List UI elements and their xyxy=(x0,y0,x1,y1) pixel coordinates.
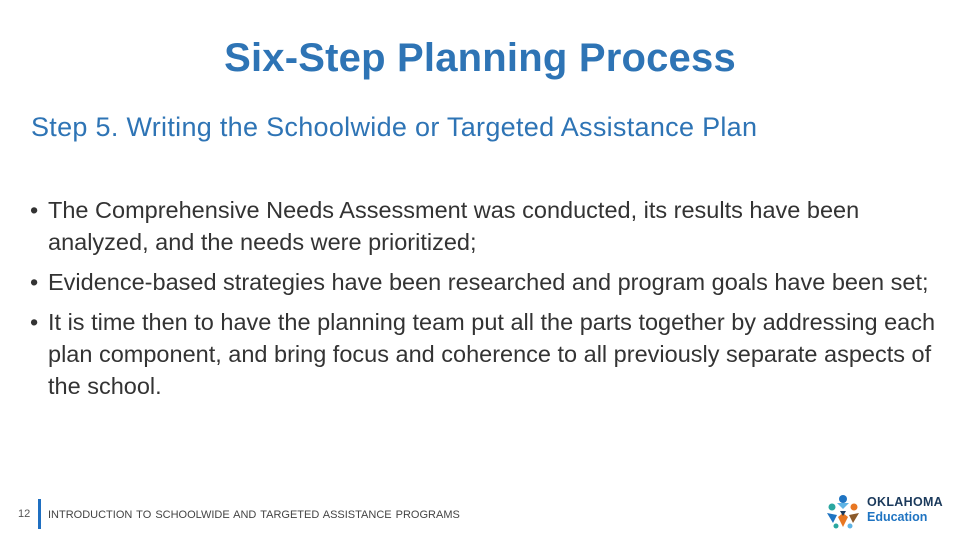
bullet-marker: • xyxy=(30,269,39,295)
bullet-marker: • xyxy=(30,309,39,335)
bullet-item xyxy=(30,194,940,258)
bullet-item xyxy=(30,306,940,402)
bullet-text: Evidence-based strategies have been researched and program goals have been set; xyxy=(48,269,929,295)
logo-mark-icon xyxy=(823,491,863,531)
footer-divider xyxy=(38,499,41,529)
bullet-text: It is time then to have the planning team put all the parts together by addressing each plan component, and bring focus and coherence to all previously separate aspects of the school. xyxy=(48,309,936,399)
bullet-list xyxy=(30,194,940,410)
footer-text: INTRODUCTION TO SCHOOLWIDE AND TARGETED ASSISTANCE PROGRAMS xyxy=(48,509,460,521)
logo-text-oklahoma: OKLAHOMA xyxy=(867,495,944,509)
page-number: 12 xyxy=(18,508,31,520)
oklahoma-education-logo xyxy=(823,491,943,531)
logo-text-education: Education xyxy=(867,510,928,524)
slide-subtitle: Step 5. Writing the Schoolwide or Targeted Assistance Plan xyxy=(31,112,758,142)
bullet-item xyxy=(30,266,940,298)
bullet-marker: • xyxy=(30,197,39,223)
slide-title: Six-Step Planning Process xyxy=(224,36,736,80)
bullet-text: The Comprehensive Needs Assessment was conducted, its results have been analyzed, and the needs were prioritized; xyxy=(48,197,860,255)
